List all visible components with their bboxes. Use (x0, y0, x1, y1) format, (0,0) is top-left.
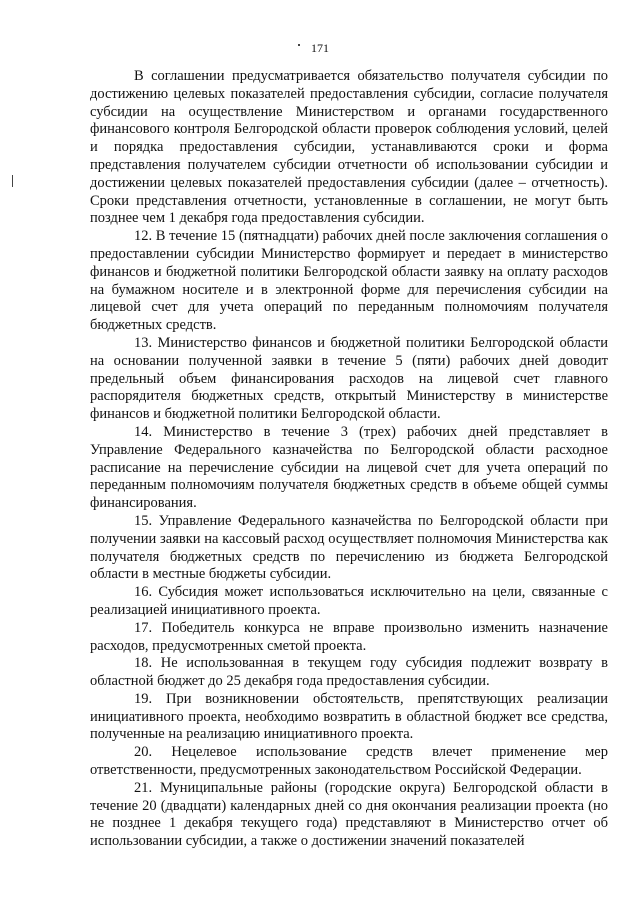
scan-dot-mark (298, 44, 300, 46)
paragraph-17: 17. Победитель конкурса не вправе произвольно изменить назначение расходов, предусмотренных сметой проекта. (90, 619, 608, 654)
paragraph-12: 12. В течение 15 (пятнадцати) рабочих дней после заключения соглашения о предоставлении субсидии Министерство формирует и передает в министерство финансов и бюджетной политики Белгородской области заявку на оплату расходов на бумажном носителе и в электронной форме для перечисления субсидии на лицевой счет для учета операций по переданным полномочиям получателя бюджетных средств. (90, 228, 608, 334)
page-number: 171 (311, 41, 329, 55)
paragraph-agreement-terms: В соглашении предусматривается обязательство получателя субсидии по достижению целевых показателей предоставления субсидии, согласие получателя субсидии на осуществление Министерством и органами государственного финансового контроля Белгородской области проверок соблюдения условий, целей и порядка предоставления субсидии, устанавливаются сроки и форма представления получателем субсидии отчетности об использовании субсидии и достижении целевых показателей предоставления субсидии (далее – отчетность). Сроки представления отчетности, установленные в соглашении, не могут быть позднее чем 1 декабря года предоставления субсидии. (90, 68, 608, 227)
paragraph-21: 21. Муниципальные районы (городские округа) Белгородской области в течение 20 (двадцати) календарных дней со дня окончания реализации проекта (но не позднее 1 декабря текущего года) представляют в Министерство отчет об использовании субсидии, а также о достижении значений показателей (90, 779, 608, 850)
paragraph-15: 15. Управление Федерального казначейства по Белгородской области при получении заявки на кассовый расход осуществляет полномочия Министерства как получателя бюджетных средств по перечислению из бюджета Белгородской области в местные бюджеты субсидии. (90, 512, 608, 583)
paragraph-18: 18. Не использованная в текущем году субсидия подлежит возврату в областной бюджет до 25 декабря года предоставления субсидии. (90, 655, 608, 690)
scan-edge-mark (12, 175, 13, 187)
paragraph-14: 14. Министерство в течение 3 (трех) рабочих дней представляет в Управление Федерального казначейства по Белгородской области расходное расписание на перечисление субсидии на лицевой счет для учета операций по переданным полномочиям получателя бюджетных средств в объеме общей суммы финансирования. (90, 423, 608, 512)
paragraph-20: 20. Нецелевое использование средств влечет применение мер ответственности, предусмотренных законодательством Российской Федерации. (90, 744, 608, 779)
paragraph-19: 19. При возникновении обстоятельств, препятствующих реализации инициативного проекта, необходимо возвратить в областной бюджет все средства, полученные на реализацию инициативного проекта. (90, 690, 608, 743)
paragraph-16: 16. Субсидия может использоваться исключительно на цели, связанные с реализацией инициативного проекта. (90, 584, 608, 618)
document-body (90, 68, 608, 851)
paragraph-13: 13. Министерство финансов и бюджетной политики Белгородской области на основании полученной заявки в течение 5 (пяти) рабочих дней доводит предельный объем финансирования расходов на лицевой счет главного распорядителя бюджетных средств, открытый Министерству в министерстве финансов и бюджетной политики Белгородской области. (90, 334, 608, 423)
